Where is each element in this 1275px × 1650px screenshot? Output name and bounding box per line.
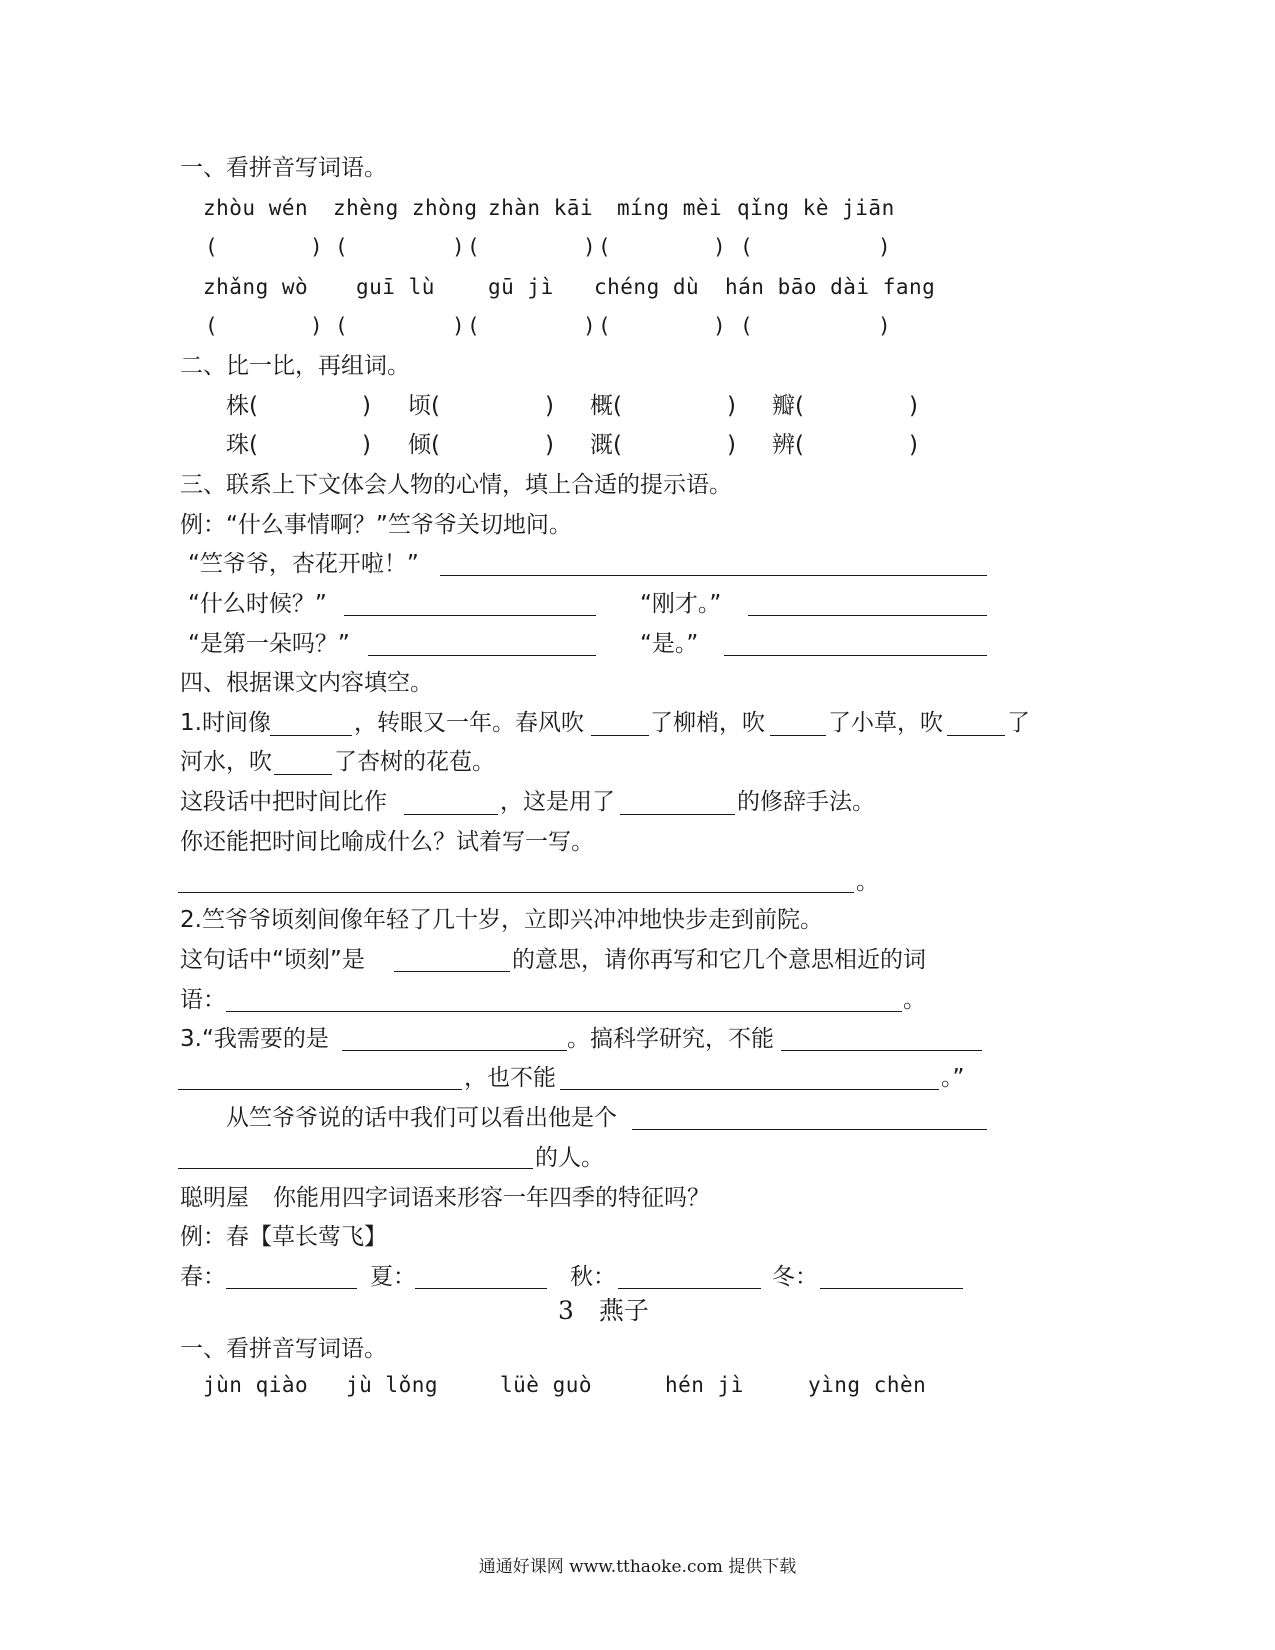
season-winter: 冬： (772, 1264, 818, 1290)
close-paren: ) (909, 393, 918, 419)
answer-blank[interactable] (770, 735, 826, 736)
answer-blank[interactable] (748, 615, 987, 616)
answer-blank[interactable] (368, 655, 596, 656)
dialogue-quote: “什么时候？” (188, 591, 327, 617)
lesson-title: 3 燕子 (558, 1296, 649, 1325)
dialogue-quote: “是第一朵吗？” (188, 631, 350, 657)
smart-heading: 聪明屋 (180, 1185, 249, 1211)
answer-blank[interactable] (178, 1089, 462, 1090)
answer-blank[interactable] (560, 1089, 939, 1090)
pinyin-item: zhèng zhòng (333, 196, 478, 220)
close-paren: ) (878, 235, 891, 259)
fill-text: ，转眼又一年。春风吹 (354, 710, 584, 736)
fill-text: 了 (1007, 710, 1030, 736)
answer-blank[interactable] (781, 1050, 982, 1051)
char-item: 珠( (226, 432, 258, 458)
answer-blank[interactable] (632, 1129, 987, 1130)
char-item: 株( (226, 393, 258, 419)
pinyin-item: guī lù (356, 275, 435, 299)
answer-blank[interactable] (947, 735, 1005, 736)
close-paren: ) (362, 393, 371, 419)
dialogue-quote: “是。” (640, 631, 699, 657)
close-paren: ) (310, 314, 323, 338)
section-2-heading: 二、比一比，再组词。 (180, 353, 410, 379)
fill-text: 你还能把时间比喻成什么？试着写一写。 (180, 829, 594, 855)
fill-text: 从竺爷爷说的话中我们可以看出他是个 (226, 1105, 617, 1131)
char-item: 瓣( (772, 393, 804, 419)
answer-blank[interactable] (226, 1288, 357, 1289)
fill-text: 河水，吹 (180, 749, 272, 775)
smart-question: 你能用四字词语来形容一年四季的特征吗？ (273, 1185, 710, 1211)
fill-text: 。” (941, 1065, 965, 1091)
close-paren: ) (727, 432, 736, 458)
answer-blank[interactable] (394, 971, 510, 972)
char-item: 辨( (772, 432, 804, 458)
close-paren: ) (713, 314, 726, 338)
dialogue-quote: “刚才。” (640, 591, 722, 617)
close-paren: ) (909, 432, 918, 458)
fill-text: ，这是用了 (500, 789, 615, 815)
open-paren: ( (598, 314, 611, 338)
answer-blank[interactable] (820, 1288, 963, 1289)
pinyin-item: jù lǒng (346, 1373, 439, 1397)
char-item: 倾( (408, 432, 440, 458)
open-paren: ( (335, 235, 348, 259)
pinyin-item: yìng chèn (808, 1373, 927, 1397)
pinyin-item: hén jì (665, 1373, 744, 1397)
answer-blank[interactable] (342, 1050, 567, 1051)
close-paren: ) (452, 235, 465, 259)
open-paren: ( (467, 235, 480, 259)
open-paren: ( (740, 235, 753, 259)
answer-blank[interactable] (724, 655, 987, 656)
season-autumn: 秋： (570, 1264, 616, 1290)
answer-blank[interactable] (591, 735, 649, 736)
close-paren: ) (583, 235, 596, 259)
season-spring: 春： (180, 1264, 226, 1290)
close-paren: ) (545, 393, 554, 419)
answer-blank[interactable] (618, 1288, 761, 1289)
open-paren: ( (335, 314, 348, 338)
fill-text: 的意思，请你再写和它几个意思相近的词 (512, 947, 926, 973)
answer-blank[interactable] (404, 814, 498, 815)
fill-text: 1.时间像 (180, 710, 271, 736)
footer-credit: 通通好课网 www.tthaoke.com 提供下载 (478, 1557, 797, 1577)
smart-example: 例：春【草长莺飞】 (180, 1224, 387, 1250)
fill-text: 了杏树的花苞。 (334, 749, 495, 775)
pinyin-item: hán bāo dài fang (725, 275, 936, 299)
fill-text: 。搞科学研究，不能 (567, 1026, 774, 1052)
pinyin-item: gū jì (488, 275, 554, 299)
open-paren: ( (205, 235, 218, 259)
fill-text: 了柳梢，吹 (650, 710, 765, 736)
pinyin-item: zhàn kāi (488, 196, 594, 220)
pinyin-item: zhǎng wò (203, 275, 309, 299)
close-paren: ) (452, 314, 465, 338)
lesson-section-heading: 一、看拼音写词语。 (180, 1336, 387, 1362)
answer-blank[interactable] (344, 615, 596, 616)
open-paren: ( (467, 314, 480, 338)
answer-blank[interactable] (274, 774, 332, 775)
answer-blank[interactable] (270, 735, 352, 736)
open-paren: ( (205, 314, 218, 338)
open-paren: ( (740, 314, 753, 338)
example-text: 例：“什么事情啊？”竺爷爷关切地问。 (180, 512, 572, 538)
answer-blank[interactable] (620, 814, 735, 815)
fill-text: 3.“我需要的是 (180, 1026, 329, 1052)
fill-text: 这句话中“顷刻”是 (180, 947, 365, 973)
pinyin-item: lüè guò (500, 1373, 593, 1397)
char-item: 顷( (408, 393, 440, 419)
fill-text: 的人。 (535, 1145, 604, 1171)
close-paren: ) (545, 432, 554, 458)
answer-blank[interactable] (415, 1288, 547, 1289)
answer-blank[interactable] (226, 1011, 902, 1012)
fill-text: 的修辞手法。 (737, 789, 875, 815)
pinyin-item: jùn qiào (203, 1373, 309, 1397)
dialogue-quote: “竺爷爷，杏花开啦！” (188, 551, 419, 577)
answer-blank[interactable] (178, 892, 854, 893)
fill-text: ，也不能 (464, 1065, 556, 1091)
answer-blank[interactable] (178, 1168, 533, 1169)
close-paren: ) (362, 432, 371, 458)
close-paren: ) (878, 314, 891, 338)
close-paren: ) (713, 235, 726, 259)
fill-text: 了小草，吹 (828, 710, 943, 736)
pinyin-item: qǐng kè jiān (737, 196, 895, 220)
answer-blank[interactable] (440, 575, 987, 576)
fill-text: 2.竺爷爷顷刻间像年轻了几十岁，立即兴冲冲地快步走到前院。 (180, 907, 823, 933)
pinyin-item: chéng dù (594, 275, 700, 299)
fill-text: 。 (903, 987, 926, 1013)
close-paren: ) (727, 393, 736, 419)
pinyin-item: míng mèi (617, 196, 723, 220)
close-paren: ) (583, 314, 596, 338)
fill-text: 语： (180, 987, 226, 1013)
char-item: 溉( (590, 432, 622, 458)
char-item: 概( (590, 393, 622, 419)
section-1-heading: 一、看拼音写词语。 (180, 155, 387, 181)
section-4-heading: 四、根据课文内容填空。 (180, 670, 433, 696)
pinyin-item: zhòu wén (203, 196, 309, 220)
close-paren: ) (310, 235, 323, 259)
open-paren: ( (598, 235, 611, 259)
season-summer: 夏： (370, 1264, 416, 1290)
fill-text: 。 (856, 869, 879, 895)
section-3-heading: 三、联系上下文体会人物的心情，填上合适的提示语。 (180, 472, 732, 498)
fill-text: 这段话中把时间比作 (180, 789, 387, 815)
